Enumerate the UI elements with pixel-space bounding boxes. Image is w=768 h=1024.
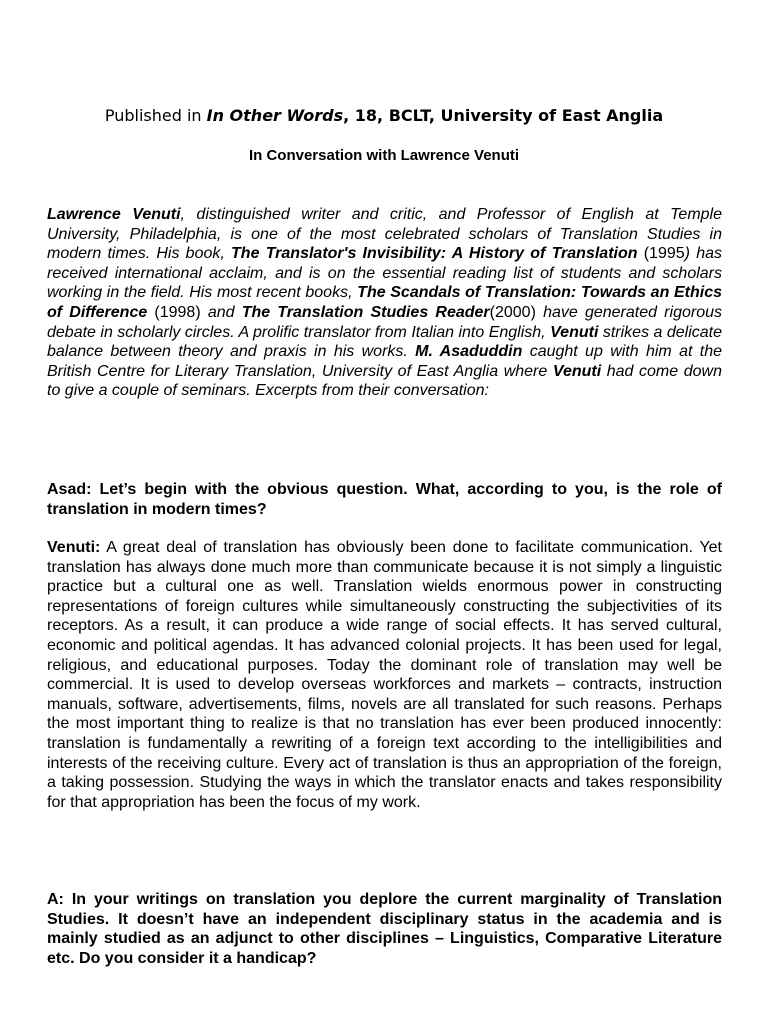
intro-text: had come down to give a couple of seminars. Excerpts from their conversation:: [47, 362, 722, 400]
book-year: (1995: [637, 245, 685, 263]
question-paragraph: Asad: Let’s begin with the obvious question. What, according to you, is the role of translation in modern times?: [47, 481, 722, 518]
interviewer-name: M. Asaduddin: [415, 343, 523, 361]
book-title: The Scandals of Translation: Towards an Ethics of Difference: [47, 284, 722, 321]
intro-text: strikes a delicate balance between theory and praxis in his works.: [47, 323, 723, 361]
publication-line: [0, 105, 768, 127]
intro-text: have generated rigorous debate in scholarly circles. A prolific translator from Italian into English,: [47, 303, 722, 341]
intro-paragraph: [47, 205, 722, 401]
book-title: The Translator's Invisibility: A History of Translation: [231, 245, 638, 263]
book-year: (2000): [489, 303, 536, 321]
published-prefix: Published in: [104, 106, 207, 125]
journal-title: In Other Words: [206, 106, 344, 125]
subject-name: Venuti: [550, 323, 599, 341]
answer-text: A great deal of translation has obviously been done to facilitate communication. Yet translation has always done much more than communicate because it is not simply a linguistic practice but a cultural one as well. Translation wields enormous power in constructing representations of foreign cultures while simultaneously constructing the subjectivities of its receptors. As a result, it can produce a wide range of social effects. It has served cultural, economic and political agendas. It has advanced colonial projects. It has been used for legal, religious, and educational purposes. Today the dominant role of translation may well be commercial. It is used to develop overseas workforces and markets – contracts, instruction manuals, software, advertisements, films, novels are all translated for such reasons. Perhaps the most important thing to realize is that no translation has ever been produced innocently: translation is fundamentally a rewriting of a foreign text according to the intelligibilities and interests of the receiving culture. Every act of translation is thus an appropriation of the foreign, a taking possession. Studying the ways in which the translator enacts and takes responsibility for that appropriation has been the focus of my work.: [47, 539, 722, 811]
answer-paragraph: [47, 538, 722, 812]
subject-name: Lawrence Venuti: [47, 206, 181, 223]
intro-text: and: [200, 303, 242, 321]
speaker-label: Venuti:: [47, 539, 101, 556]
intro-text: , distinguished writer and critic, and Professor of English at Temple University, Philadelphia, is one of the most celebrated scholars of Translation Studies in modern times. His book,: [47, 206, 723, 263]
book-title: The Translation Studies Reader: [241, 303, 490, 321]
intro-text: ) has received international acclaim, and is on the essential reading list of students and scholars working in the field. His most recent books,: [47, 245, 722, 302]
book-year: (1998): [147, 303, 201, 321]
article-title: In Conversation with Lawrence Venuti: [248, 147, 520, 164]
question-paragraph: A: In your writings on translation you deplore the current marginality of Translation Studies. It doesn’t have an independent disciplinary status in the academia and is mainly studied as an adjunct to other disciplines – Linguistics, Comparative Literature etc. Do you consider it a handicap?: [47, 891, 722, 967]
intro-text: caught up with him at the British Centre for Literary Translation, University of East Anglia where: [47, 343, 723, 380]
publication-details: , 18, BCLT, University of East Anglia: [343, 106, 664, 125]
subject-name: Venuti: [552, 362, 602, 380]
